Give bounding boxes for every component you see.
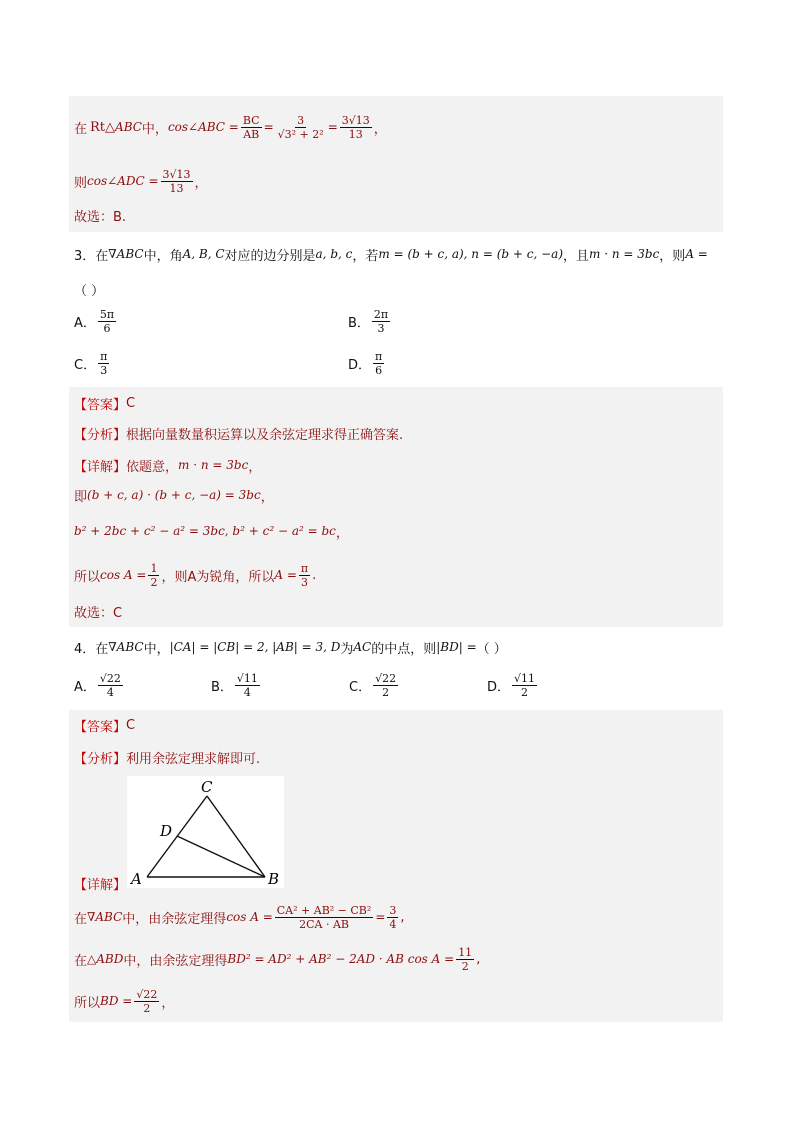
q4-answer: 【答案】 C	[74, 717, 136, 735]
q4-option-d[interactable]: D． $\frac{√11}{2}$	[487, 672, 536, 699]
fraction: $\frac{\pi}{6}$	[375, 350, 383, 377]
q3-option-c[interactable]: C． $\frac{\pi}{3}$	[74, 350, 108, 377]
fraction: $\frac{\text{CA² + AB² − CB²}}{2CA \cdot AB}$	[276, 903, 372, 931]
triangle-figure	[127, 776, 284, 888]
q4-detail-2: 在 △ABD 中，由余弦定理得 BD² = AD² + AB² − 2AD · AB cos A = $\frac{11}{2}$ ,	[74, 945, 481, 973]
q4-detail-3: 所以 BD = $\frac{√22}{2}$ ，	[74, 987, 175, 1015]
q3-paren: （ ）	[74, 283, 105, 299]
triangle-diagram	[127, 776, 284, 888]
top-line-1: 在 Rt△ ABC 中， cos∠ABC = $\frac{BC}{AB}$ = $\frac{3}{\text{√3² + 2²}}$ = $\frac{3√13}{13}$ ，	[74, 113, 387, 141]
fraction: $\frac{√22}{2}$	[136, 987, 158, 1015]
q3-detail-2: 即 (b + c, a) · (b + c, −a) = 3bc ，	[74, 488, 274, 505]
q4-analysis: 【分析】 利用余弦定理求解即可.	[74, 751, 261, 767]
fraction: $\frac{√11}{4}$	[236, 672, 258, 699]
q4-detail-1: 在 ∇ABC 中，由余弦定理得 cos A = $\frac{\text{CA² + AB² − CB²}}{2CA \cdot AB}$ = $\frac{3}{4}$ ,	[74, 903, 405, 931]
fraction: $\frac{3}{\text{√3² + 2²}}$	[277, 113, 324, 141]
q4-stem: 4．在 ∇ABC 中， |CA| = |CB| = 2, |AB| = 3, D 为 AC 的中点，则 |BD| = （ ）	[74, 640, 507, 657]
fraction: $\frac{√11}{2}$	[514, 672, 536, 699]
q3-analysis: 【分析】 根据向量数量积运算以及余弦定理求得正确答案.	[74, 427, 404, 443]
fraction: $\frac{\pi}{3}$	[100, 350, 108, 377]
fraction: $\frac{3√13}{13}$	[341, 113, 370, 141]
fraction: $\frac{5\pi}{6}$	[99, 308, 115, 335]
q3-detail-4: 所以 cos A = $\frac{1}{2}$ ，则A为锐角，所以 A = $\frac{\pi}{3}$ .	[74, 561, 317, 589]
q3-option-d[interactable]: D． $\frac{\pi}{6}$	[348, 350, 383, 377]
q3-detail-3: b² + 2bc + c² − a² = 3bc, b² + c² − a² = bc ，	[74, 524, 349, 541]
fraction: $\frac{1}{2}$	[150, 561, 158, 589]
q3-option-a[interactable]: A． $\frac{5\pi}{6}$	[74, 308, 115, 335]
vertex-label-c: C	[201, 778, 213, 796]
q3-stem: 3．在 ∇ABC 中，角 A, B, C 对应的边分别是 a, b, c ，若 m = (b + c, a), n = (b + c, −a) ，且 m · n = 3bc ，则 A =	[74, 247, 708, 264]
fraction: $\frac{BC}{AB}$	[242, 113, 260, 141]
q3-answer: 【答案】 C	[74, 395, 136, 413]
fraction: $\frac{\pi}{3}$	[300, 561, 309, 589]
vertex-label-b: B	[268, 870, 280, 888]
top-choice: 故选：B.	[74, 209, 127, 225]
fraction: $\frac{3√13}{13}$	[162, 167, 191, 195]
q4-option-a[interactable]: A． $\frac{√22}{4}$	[74, 672, 121, 699]
vertex-label-a: A	[131, 870, 142, 888]
q3-option-b[interactable]: B． $\frac{2\pi}{3}$	[348, 308, 389, 335]
fraction: $\frac{2\pi}{3}$	[373, 308, 389, 335]
fraction: $\frac{√22}{4}$	[99, 672, 121, 699]
q3-choice: 故选：C	[74, 605, 123, 621]
q4-option-c[interactable]: C． $\frac{√22}{2}$	[349, 672, 397, 699]
fraction: $\frac{√22}{2}$	[375, 672, 397, 699]
fraction: $\frac{11}{2}$	[458, 945, 473, 973]
top-line-2: 则 cos∠ADC = $\frac{3√13}{13}$ ，	[74, 167, 208, 195]
vertex-label-d: D	[160, 822, 173, 840]
fraction: $\frac{3}{4}$	[389, 903, 397, 931]
q4-detail-tag: 【详解】	[74, 877, 127, 893]
q3-detail-1: 【详解】 依题意， m · n = 3bc ，	[74, 458, 262, 475]
q4-option-b[interactable]: B． $\frac{√11}{4}$	[211, 672, 258, 699]
